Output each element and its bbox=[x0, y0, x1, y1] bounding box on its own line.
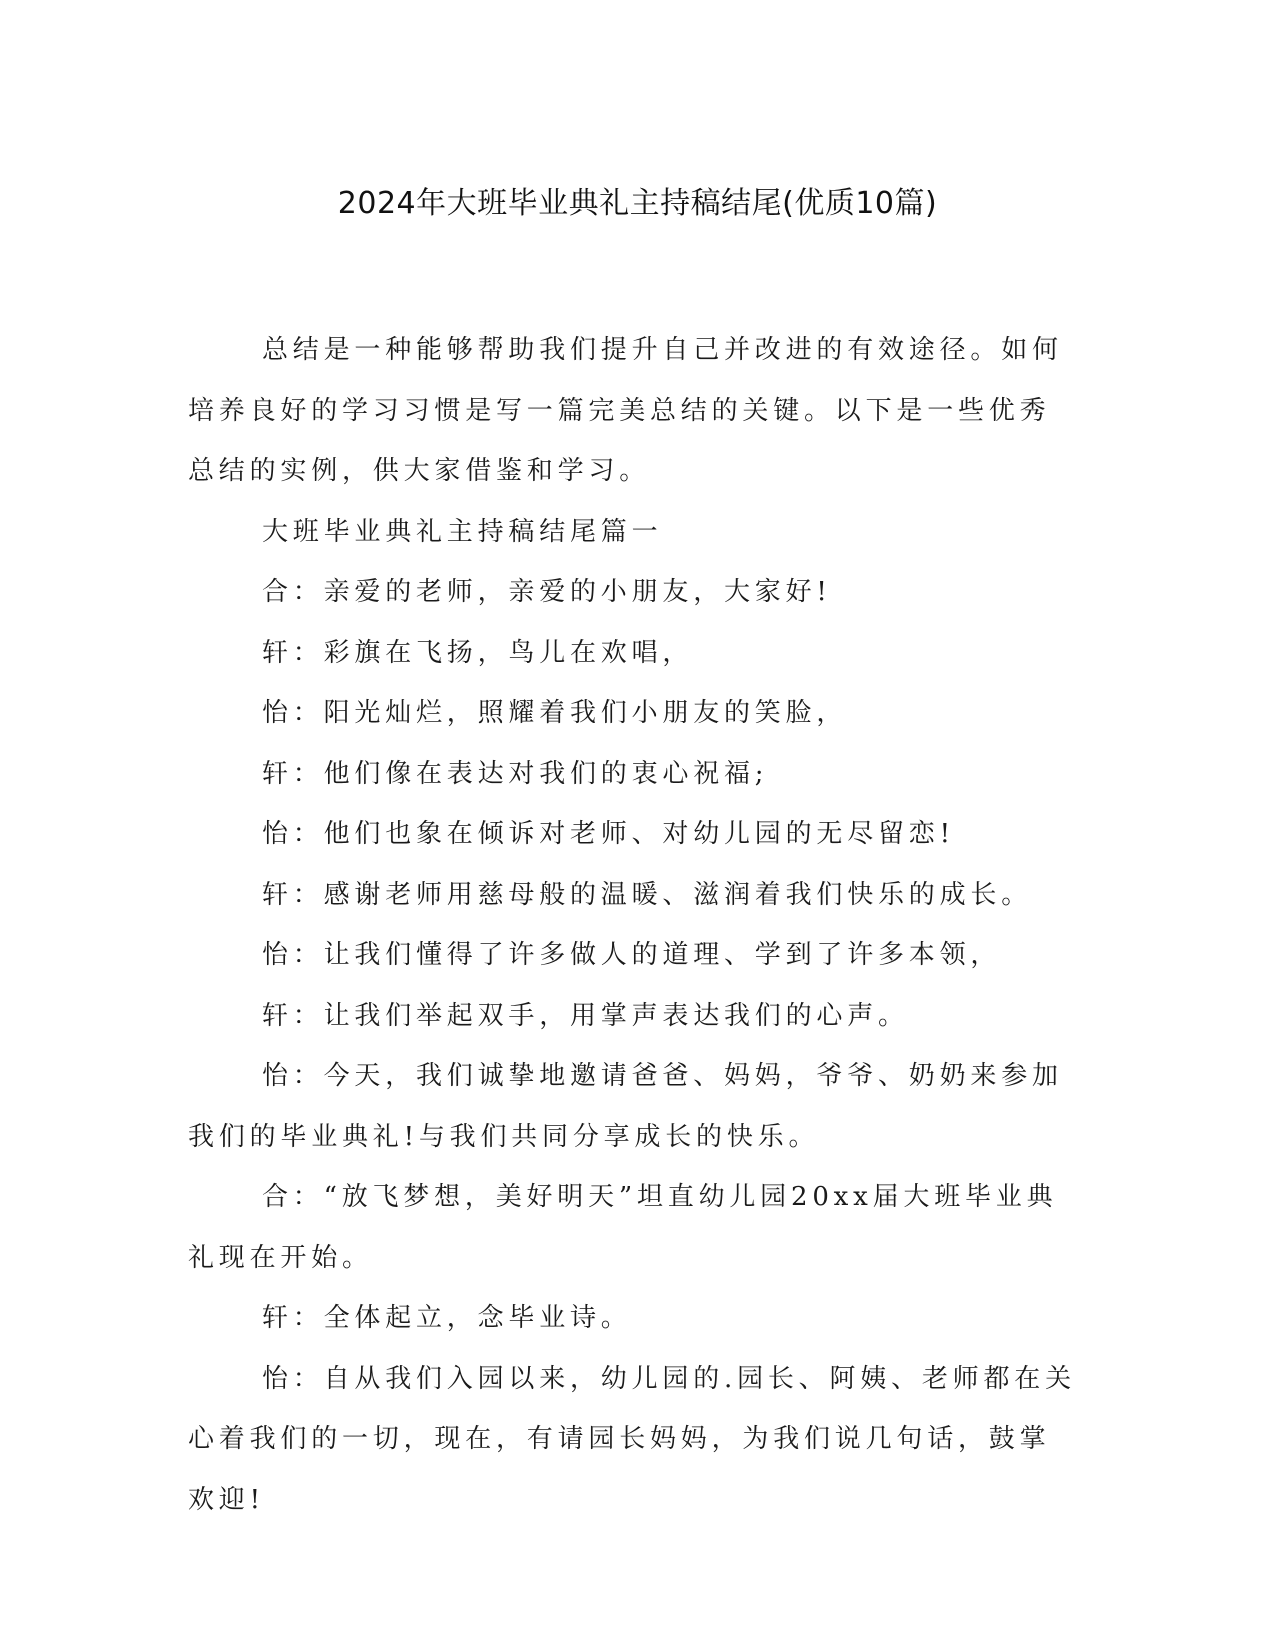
paragraph: 轩：彩旗在飞扬，鸟儿在欢唱， bbox=[262, 637, 694, 668]
paragraph: 怡：阳光灿烂，照耀着我们小朋友的笑脸， bbox=[262, 698, 848, 728]
paragraph: 怡：让我们懂得了许多做人的道理、学到了许多本领， bbox=[262, 940, 1002, 970]
paragraph: 合：“放飞梦想，美好明天”坦直幼儿园20xx届大班毕业典礼现在开始。 bbox=[188, 1182, 1058, 1273]
section-heading: 大班毕业典礼主持稿结尾篇一 bbox=[262, 516, 663, 547]
paragraph: 合：亲爱的老师，亲爱的小朋友，大家好! bbox=[262, 577, 832, 607]
paragraph: 轩：全体起立，念毕业诗。 bbox=[262, 1303, 632, 1333]
paragraph: 轩：让我们举起双手，用掌声表达我们的心声。 bbox=[262, 1000, 909, 1031]
paragraph: 轩：感谢老师用慈母般的温暖、滋润着我们快乐的成长。 bbox=[262, 879, 1033, 910]
paragraph: 总结是一种能够帮助我们提升自己并改进的有效途径。如何培养良好的学习习惯是写一篇完美总结的关键。以下是一些优秀总结的实例，供大家借鉴和学习。 bbox=[188, 335, 1063, 486]
document-body bbox=[188, 320, 1078, 1530]
paragraph: 轩：他们像在表达对我们的衷心祝福; bbox=[262, 758, 769, 789]
document-title: 2024年大班毕业典礼主持稿结尾(优质10篇) bbox=[337, 186, 938, 221]
paragraph: 怡：他们也象在倾诉对老师、对幼儿园的无尽留恋! bbox=[262, 819, 955, 849]
paragraph: 怡：自从我们入园以来，幼儿园的.园长、阿姨、老师都在关心着我们的一切，现在，有请园长妈妈，为我们说几句话，鼓掌欢迎! bbox=[188, 1363, 1076, 1515]
paragraph: 怡：今天，我们诚挚地邀请爸爸、妈妈，爷爷、奶奶来参加我们的毕业典礼!与我们共同分享成长的快乐。 bbox=[188, 1061, 1063, 1152]
